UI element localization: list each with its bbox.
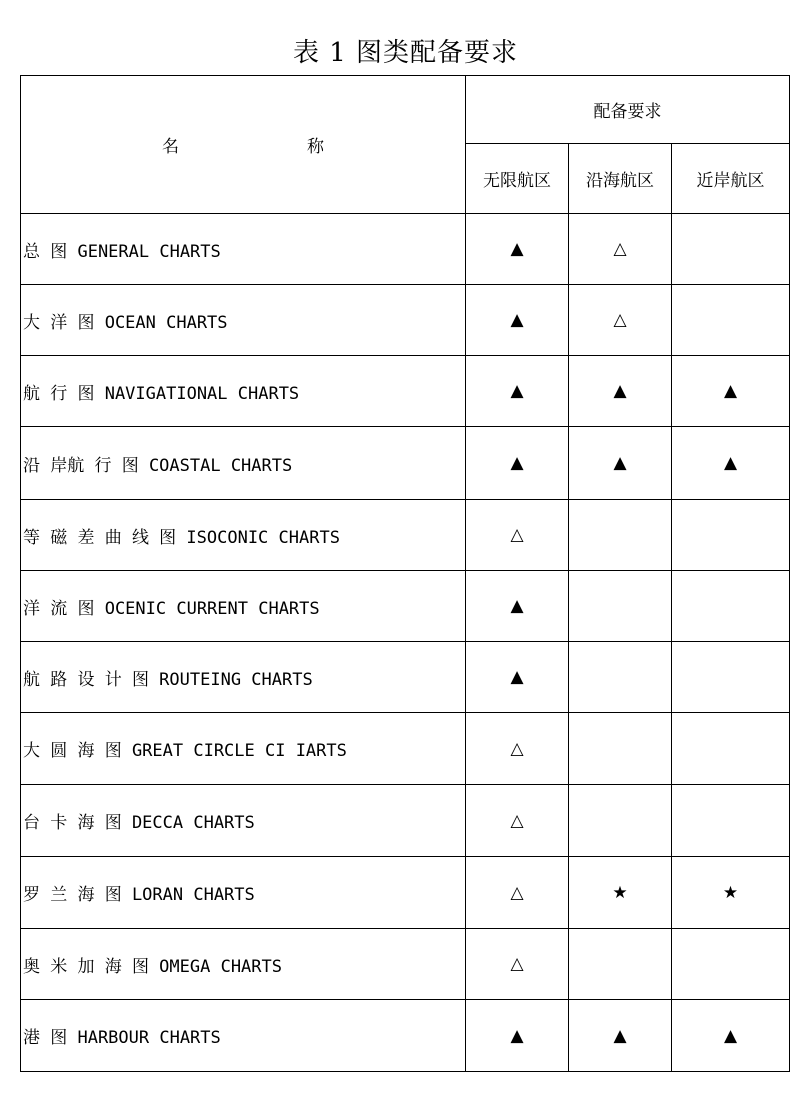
requirement-cell [672,427,790,500]
requirement-cell [466,642,569,713]
requirement-mark: ▲ [723,381,738,401]
requirement-cell [672,500,790,571]
requirement-mark: △ [510,882,524,903]
table-row [21,1000,790,1072]
name-header [21,76,466,214]
chart-name-cell: 总 图 GENERAL CHARTS [21,214,466,285]
requirement-cell [569,285,672,356]
chart-name-cell: 港 图 HARBOUR CHARTS [21,1000,466,1072]
requirement-cell [672,857,790,929]
requirement-mark: ▲ [613,381,627,401]
requirement-cell [466,214,569,285]
requirement-cell [672,929,790,1000]
requirement-cell [466,713,569,785]
table-row [21,285,790,356]
chart-name-cell: 大 洋 图 OCEAN CHARTS [21,285,466,356]
requirement-mark: ▲ [613,1025,627,1046]
requirement-cell [466,356,569,427]
requirement-cell [672,785,790,857]
header-row-group [21,76,790,144]
table-row [21,785,790,857]
chart-name-cell: 航 路 设 计 图 ROUTEING CHARTS [21,642,466,713]
name-header-char-1: 名 [162,137,179,157]
chart-requirements-table [20,75,790,1072]
requirement-cell [569,500,672,571]
requirement-cell [466,857,569,929]
requirement-cell [672,1000,790,1072]
requirement-mark: ▲ [510,453,524,473]
requirement-cell [466,929,569,1000]
requirement-mark: ▲ [613,453,627,473]
requirement-cell [672,571,790,642]
chart-name-cell: 洋 流 图 OCENIC CURRENT CHARTS [21,571,466,642]
requirement-cell [466,571,569,642]
requirement-mark: ▲ [510,239,524,259]
requirement-cell [569,427,672,500]
requirement-cell [569,929,672,1000]
table-row [21,214,790,285]
requirement-cell [569,642,672,713]
requirement-cell [466,500,569,571]
requirement-group-header: 配备要求 [466,76,790,144]
requirement-cell [569,571,672,642]
chart-name-cell: 奥 米 加 海 图 OMEGA CHARTS [21,929,466,1000]
requirement-mark: △ [510,954,524,974]
requirement-mark: ★ [612,882,628,903]
requirement-mark: ▲ [510,596,524,616]
chart-name-cell: 沿 岸航 行 图 COASTAL CHARTS [21,427,466,500]
page-title: 表 1 图类配备要求 [292,38,519,68]
table-row [21,571,790,642]
requirement-cell [569,214,672,285]
requirement-cell [569,356,672,427]
zone-header-unlimited: 无限航区 [466,144,569,214]
requirement-mark: △ [510,525,524,545]
requirement-cell [466,285,569,356]
requirement-cell [466,427,569,500]
requirement-cell [569,785,672,857]
name-header-char-2: 称 [307,137,324,157]
chart-name-cell: 大 圆 海 图 GREAT CIRCLE CI IARTS [21,713,466,785]
table-row [21,857,790,929]
requirement-cell [569,1000,672,1072]
table-row [21,356,790,427]
requirement-mark: △ [613,310,627,330]
requirement-mark: △ [613,239,627,259]
requirement-mark: ▲ [723,1025,738,1046]
chart-name-cell: 等 磁 差 曲 线 图 ISOCONIC CHARTS [21,500,466,571]
table-row [21,713,790,785]
table-row [21,929,790,1000]
requirement-mark: ★ [722,882,739,903]
requirement-mark: △ [510,810,524,831]
requirement-mark: ▲ [723,453,738,473]
requirement-cell [466,1000,569,1072]
requirement-cell [466,785,569,857]
requirement-mark: ▲ [510,1025,524,1046]
table-row [21,642,790,713]
requirement-mark: △ [510,738,524,759]
requirement-cell [672,642,790,713]
requirement-cell [672,713,790,785]
chart-name-cell: 罗 兰 海 图 LORAN CHARTS [21,857,466,929]
table-row [21,500,790,571]
chart-name-cell: 台 卡 海 图 DECCA CHARTS [21,785,466,857]
requirement-cell [569,857,672,929]
requirement-cell [672,356,790,427]
zone-header-coastal: 沿海航区 [569,144,672,214]
requirement-mark: ▲ [510,310,524,330]
requirement-cell [569,713,672,785]
table-row [21,427,790,500]
requirement-cell [672,214,790,285]
requirement-mark: ▲ [510,667,524,687]
chart-name-cell: 航 行 图 NAVIGATIONAL CHARTS [21,356,466,427]
requirement-cell [672,285,790,356]
zone-header-nearshore: 近岸航区 [672,144,790,214]
requirement-mark: ▲ [510,381,524,401]
